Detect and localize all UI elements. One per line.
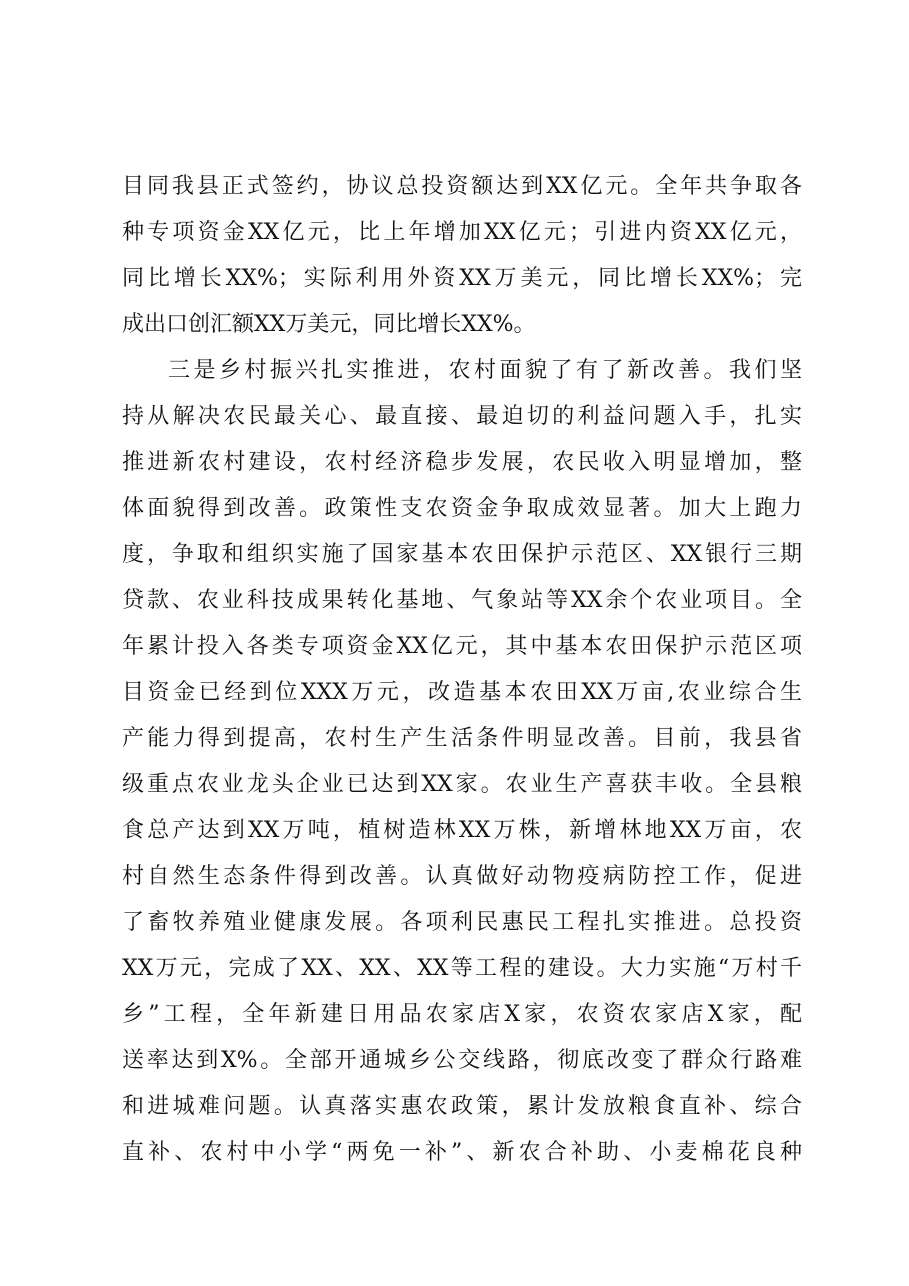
text-line: 目资金已经到位XXX万元，改造基本农田XX万亩,农业综合生	[122, 680, 802, 705]
text-line: 产能力得到提高，农村生产生活条件明显改善。目前，我县省	[122, 726, 802, 751]
text-line: 年累计投入各类专项资金XX亿元，其中基本农田保护示范区项	[122, 634, 802, 659]
text-line: 度，争取和组织实施了国家基本农田保护示范区、XX银行三期	[122, 542, 802, 567]
text-line: 了畜牧养殖业健康发展。各项利民惠民工程扎实推进。总投资	[122, 910, 802, 935]
text-line: 同比增长XX%；实际利用外资XX万美元，同比增长XX%；完	[122, 266, 802, 291]
text-line: 级重点农业龙头企业已达到XX家。农业生产喜获丰收。全县粮	[122, 772, 802, 797]
text-line: 村自然生态条件得到改善。认真做好动物疫病防控工作，促进	[122, 864, 802, 889]
text-line: 送率达到X%。全部开通城乡公交线路，彻底改变了群众行路难	[122, 1048, 802, 1073]
paragraph-first-line: 三是乡村振兴扎实推进，农村面貌了有了新改善。我们坚	[168, 358, 802, 383]
text-line: XX万元，完成了XX、XX、XX等工程的建设。大力实施“万村千	[122, 956, 802, 981]
text-line: 乡”工程，全年新建日用品农家店X家，农资农家店X家，配	[122, 1002, 802, 1027]
text-line: 持从解决农民最关心、最直接、最迫切的利益问题入手，扎实	[122, 404, 802, 429]
text-line: 直补、农村中小学“两免一补”、新农合补助、小麦棉花良种	[122, 1140, 802, 1165]
text-line: 推进新农村建设，农村经济稳步发展，农民收入明显增加，整	[122, 450, 802, 475]
body-text	[122, 164, 802, 1176]
text-line: 成出口创汇额XX万美元，同比增长XX%。	[122, 312, 536, 337]
text-line: 目同我县正式签约，协议总投资额达到XX亿元。全年共争取各	[122, 174, 802, 199]
text-line: 种专项资金XX亿元，比上年增加XX亿元；引进内资XX亿元，	[122, 220, 802, 245]
text-line: 食总产达到XX万吨，植树造林XX万株，新增林地XX万亩，农	[122, 818, 802, 843]
text-line: 和进城难问题。认真落实惠农政策，累计发放粮食直补、综合	[122, 1094, 802, 1119]
text-line: 体面貌得到改善。政策性支农资金争取成效显著。加大上跑力	[122, 496, 802, 521]
text-line: 贷款、农业科技成果转化基地、气象站等XX余个农业项目。全	[122, 588, 802, 613]
